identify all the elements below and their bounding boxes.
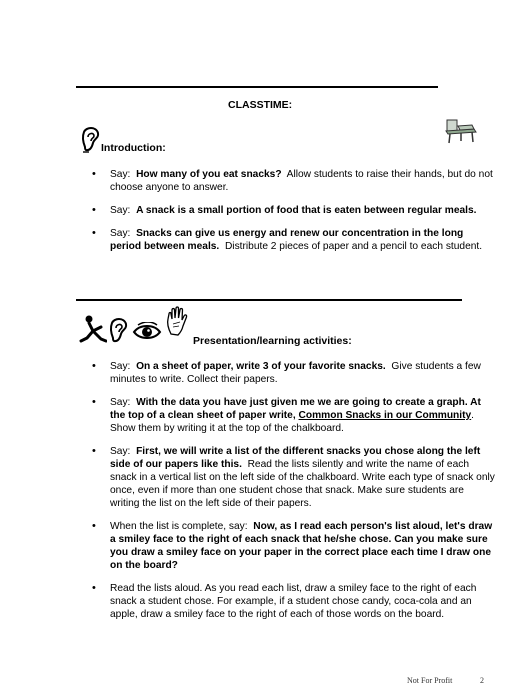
instruction-text: Allow students to raise their hands, but do not choose anyone to answer.: [110, 169, 493, 193]
list-item: [92, 360, 496, 386]
instruction-text: . Show them by writing it at the top of the chalkboard.: [110, 410, 475, 434]
page-title: CLASSTIME:: [228, 99, 293, 111]
desk-icon: [444, 118, 478, 144]
say-label: Say:: [110, 397, 131, 408]
eye-icon: [132, 322, 162, 342]
spoken-text: Snacks can give us energy and renew our concentration in the long period between meals.: [110, 228, 464, 252]
list-item: [92, 168, 496, 194]
list-item: [92, 204, 496, 217]
say-label: Say:: [110, 446, 131, 457]
list-item: [92, 227, 496, 253]
instruction-text: Read the lists aloud. As you read each list, draw a smiley face to the right of each snack a student chose. For example, if a student chose candy, coca-cola and an apple, draw a smiley face to the right of each of those words on the board.: [110, 583, 477, 620]
instruction-text: Distribute 2 pieces of paper and a pencil to each student.: [224, 241, 483, 252]
presentation-heading: Presentation/learning activities:: [193, 335, 352, 347]
say-label: When the list is complete, say:: [110, 521, 248, 532]
say-label: Say:: [110, 361, 131, 372]
middle-divider: [76, 299, 462, 301]
list-item: [92, 582, 496, 621]
list-item: [92, 445, 496, 510]
say-label: Say:: [110, 228, 131, 239]
stretching-figure-icon: [77, 314, 107, 344]
ear-icon: [108, 316, 130, 344]
spoken-text: A snack is a small portion of food that is eaten between regular meals.: [136, 205, 477, 216]
say-label: Say:: [110, 169, 131, 180]
spoken-text: Now, as I read each person's list aloud, let's draw a smiley face to the right of each snack that he/she chose. Can you make sure you draw a smiley face on your paper in the correct place each time I draw one on the board?: [110, 521, 493, 571]
say-label: Say:: [110, 205, 131, 216]
hand-icon: [165, 306, 189, 336]
introduction-heading: Introduction:: [101, 142, 166, 154]
footer-note: Not For Profit: [407, 676, 453, 685]
graph-title-text: Common Snacks in our Community: [298, 410, 472, 421]
list-item: [92, 396, 496, 435]
spoken-text: With the data you have just given me we are going to create a graph. At the top of a clean sheet of paper write,: [110, 397, 481, 421]
top-divider: [76, 86, 438, 88]
page-number: 2: [480, 676, 484, 685]
list-item: [92, 520, 496, 572]
instruction-text: Give students a few minutes to write. Collect their papers.: [110, 361, 481, 385]
presentation-list: [92, 360, 496, 621]
ear-icon: [80, 125, 102, 153]
spoken-text: How many of you eat snacks?: [136, 169, 282, 180]
spoken-text: First, we will write a list of the different snacks you chose along the left side of our papers like this.: [110, 446, 481, 470]
instruction-text: Read the lists silently and write the name of each snack in a vertical list on the left side of the chalkboard. Write each type of snack only once, even if more than one student chose that snack. Make sure students are writing the list on the left side of their papers.: [110, 459, 495, 509]
spoken-text: On a sheet of paper, write 3 of your favorite snacks.: [136, 361, 386, 372]
introduction-list: [92, 168, 496, 253]
